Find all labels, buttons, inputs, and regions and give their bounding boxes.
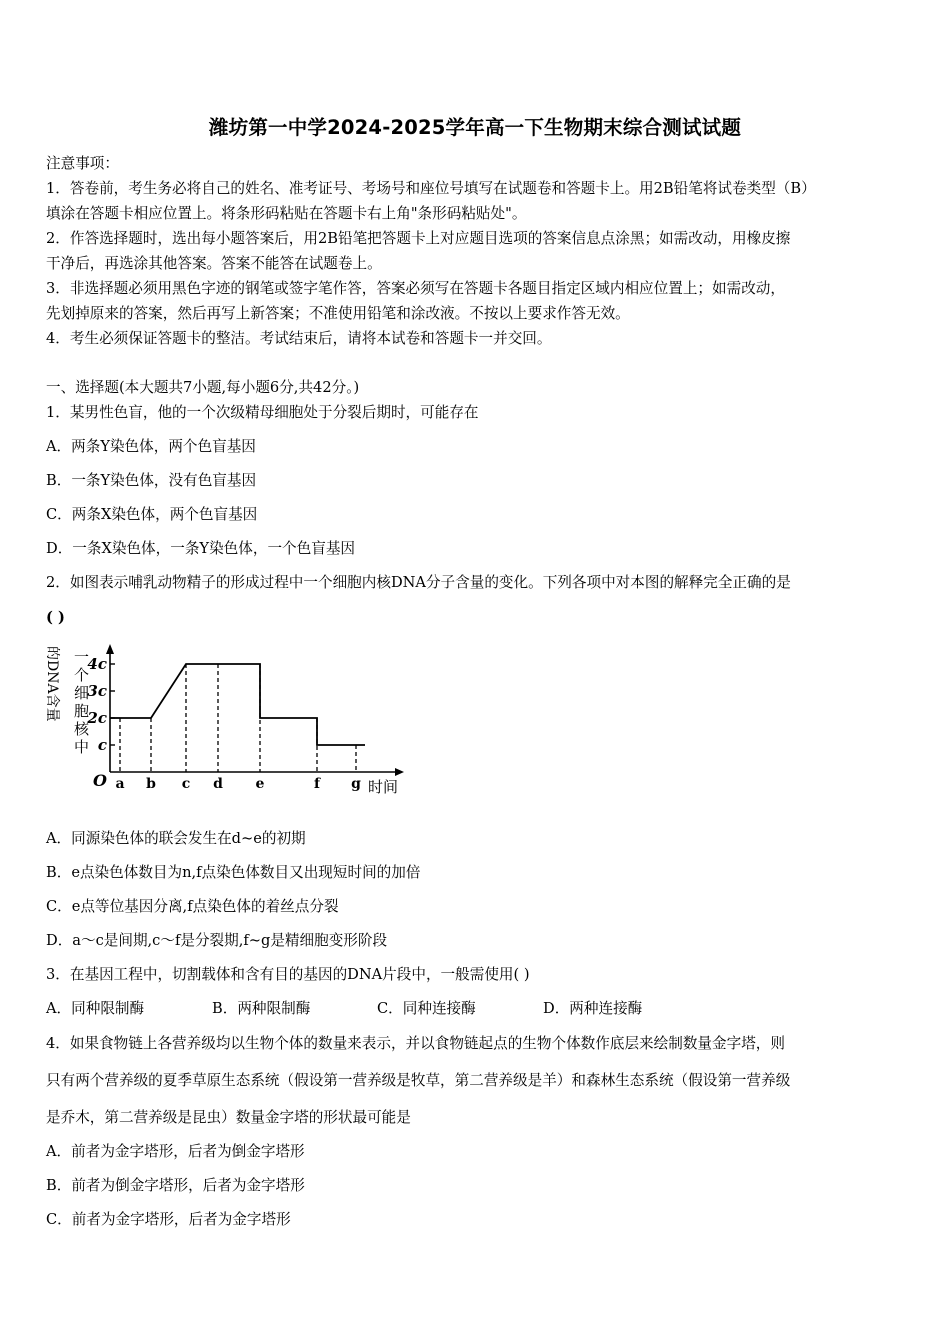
- notice-line: 先划掉原来的答案，然后再写上新答案；不准使用铅笔和涂改液。不按以上要求作答无效。: [46, 305, 630, 322]
- q2-option-d: D．a～c是间期,c～f是分裂期,f~g是精细胞变形阶段: [46, 932, 388, 949]
- dna-content-chart: [40, 640, 410, 805]
- q3-option-b: B．两种限制酶: [212, 1000, 311, 1017]
- page-title: 潍坊第一中学2024-2025学年高一下生物期末综合测试试题: [208, 116, 742, 139]
- section-heading: 一、选择题(本大题共7小题,每小题6分,共42分。): [46, 379, 360, 396]
- y-tick-label: 3c: [87, 682, 107, 700]
- x-tick-label: f: [313, 776, 321, 792]
- y-axis-label-dna: 的DNA含量: [44, 646, 60, 722]
- q3-option-c: C．同种连接酶: [377, 1000, 476, 1017]
- q3-option-d: D．两种连接酶: [543, 1000, 643, 1017]
- q1-option-a: A．两条Y染色体，两个色盲基因: [46, 438, 256, 455]
- q2-stem: 2．如图表示哺乳动物精子的形成过程中一个细胞内核DNA分子含量的变化。下列各项中对本图的解释完全正确的是: [46, 574, 791, 591]
- x-tick-label: c: [181, 776, 191, 792]
- origin-label: O: [93, 771, 107, 790]
- x-tick-label: a: [115, 776, 125, 792]
- notice-line: 干净后，再选涂其他答案。答案不能答在试题卷上。: [46, 255, 382, 272]
- y-tick-label: c: [97, 736, 107, 754]
- q4-stem-line: 只有两个营养级的夏季草原生态系统（假设第一营养级是牧草，第二营养级是羊）和森林生态系统（假设第一营养级: [46, 1072, 791, 1089]
- q2-option-c: C．e点等位基因分离,f点染色体的着丝点分裂: [46, 898, 339, 915]
- q1-option-b: B．一条Y染色体，没有色盲基因: [46, 472, 257, 489]
- q4-option-a: A．前者为金字塔形，后者为倒金字塔形: [46, 1143, 305, 1160]
- x-axis-arrow: [395, 768, 404, 776]
- notice-heading: 注意事项：: [46, 155, 119, 172]
- x-tick-label: b: [146, 776, 156, 792]
- x-tick-label: e: [255, 776, 265, 792]
- q4-stem-line: 是乔木，第二营养级是昆虫）数量金字塔的形状最可能是: [46, 1109, 411, 1126]
- q1-stem: 1．某男性色盲，他的一个次级精母细胞处于分裂后期时，可能存在: [46, 404, 479, 421]
- notice-line: 1．答卷前，考生务必将自己的姓名、准考证号、考场号和座位号填写在试题卷和答题卡上。用2B铅笔将试卷类型（B）: [46, 180, 816, 197]
- q2-answer-paren: ( ): [46, 609, 65, 626]
- notice-line: 3．非选择题必须用黑色字迹的钢笔或签字笔作答，答案必须写在答题卡各题目指定区域内相应位置上；如需改动，: [46, 280, 785, 297]
- q2-option-a: A．同源染色体的联会发生在d~e的初期: [46, 830, 306, 847]
- q3-stem: 3．在基因工程中，切割载体和含有目的基因的DNA片段中，一般需使用( ): [46, 966, 530, 983]
- notice-line: 4．考生必须保证答题卡的整洁。考试结束后，请将本试卷和答题卡一并交回。: [46, 330, 552, 347]
- notice-line: 2．作答选择题时，选出每小题答案后，用2B铅笔把答题卡上对应题目选项的答案信息点涂黑；如需改动，用橡皮擦: [46, 230, 791, 247]
- q1-option-c: C．两条X染色体，两个色盲基因: [46, 506, 258, 523]
- notice-line: 填涂在答题卡相应位置上。将条形码粘贴在答题卡右上角"条形码粘贴处"。: [46, 205, 527, 222]
- q3-option-a: A．同种限制酶: [46, 1000, 145, 1017]
- q2-option-b: B．e点染色体数目为n,f点染色体数目又出现短时间的加倍: [46, 864, 421, 881]
- dna-content-curve: [110, 664, 365, 745]
- x-axis-label: 时间: [368, 778, 399, 796]
- x-tick-label: d: [213, 776, 223, 792]
- y-tick-label: 4c: [87, 655, 107, 673]
- q4-option-c: C．前者为金字塔形，后者为金字塔形: [46, 1211, 291, 1228]
- q4-stem-line: 4．如果食物链上各营养级均以生物个体的数量来表示，并以食物链起点的生物个体数作底层来绘制数量金字塔，则: [46, 1035, 785, 1052]
- x-tick-label: g: [351, 776, 361, 792]
- q4-option-b: B．前者为倒金字塔形，后者为金字塔形: [46, 1177, 305, 1194]
- y-axis-label: 一个细胞核中: [74, 648, 90, 756]
- y-axis-arrow: [106, 644, 114, 654]
- y-tick-label: 2c: [87, 709, 107, 727]
- q1-option-d: D．一条X染色体，一条Y染色体，一个色盲基因: [46, 540, 356, 557]
